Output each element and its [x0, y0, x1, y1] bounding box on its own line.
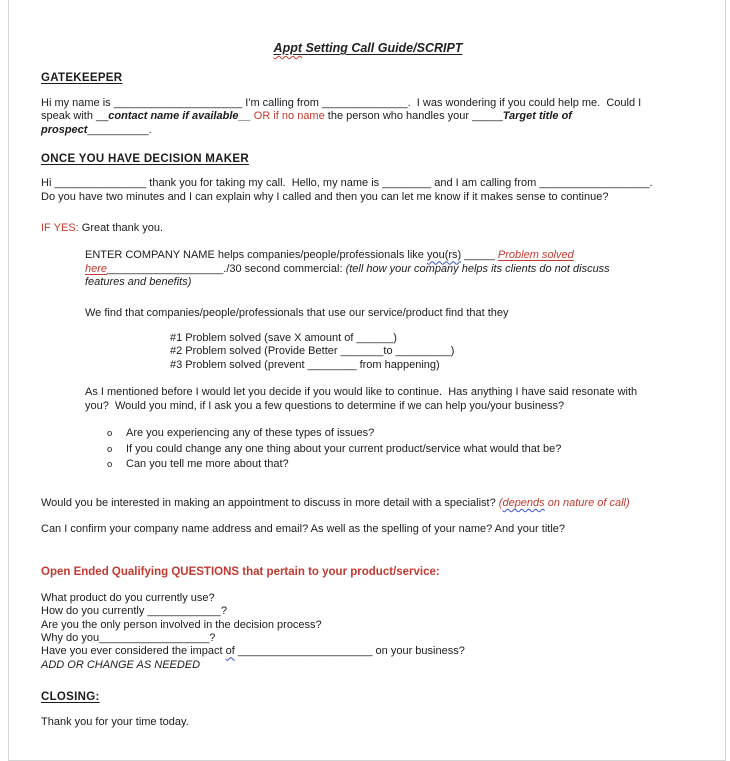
text-segment: _______________: [54, 177, 147, 190]
text-segment: Do you have two minutes and I can explain why I called and then you can let me know if it makes sense to continue?: [41, 190, 609, 203]
text-segment: ___________________: [107, 262, 224, 275]
as-mentioned-line-2: [85, 400, 695, 413]
appointment-line: [41, 497, 695, 510]
text-segment: Would you be interested in making an appointment to discuss in more detail with a specialist?: [41, 496, 499, 509]
text-segment: ENTER COMPANY NAME helps companies/people/professionals like: [85, 249, 427, 262]
text-segment: ): [450, 345, 455, 358]
text-segment: _____: [472, 110, 503, 123]
text-segment-bi: contact name if available: [108, 110, 239, 123]
problem-solved-item-3: [170, 359, 695, 372]
qualifying-question-4: [41, 632, 695, 645]
text-segment: ): [393, 332, 397, 345]
question-bullet-list: [41, 426, 695, 473]
decision-maker-line-2: [41, 191, 695, 204]
list-item: [107, 457, 695, 473]
text-segment: __________________: [539, 177, 650, 190]
text-segment-redwavy: depends: [502, 496, 545, 509]
qualifying-question-1: What product do you currently use?: [41, 591, 215, 604]
add-or-change-note: ADD OR CHANGE AS NEEDED: [41, 658, 201, 671]
text-segment: you? Would you mind, if I ask you a few questions to determine if we can help you/your business?: [85, 399, 565, 412]
gatekeeper-line-3: [41, 124, 695, 137]
bullet-marker-icon: o: [107, 443, 113, 455]
text-segment: We find that companies/people/professionals that use our service/product find that they: [85, 306, 509, 319]
bullet-text: Can you tell me more about that?: [126, 458, 289, 471]
company-pitch-line-3: [85, 276, 695, 289]
document-title-rest: Setting Call Guide/SCRIPT: [302, 41, 463, 55]
text-segment: to: [383, 345, 396, 358]
text-segment: ____________: [147, 605, 221, 618]
text-segment: #1 Problem solved (save X amount of: [170, 332, 357, 345]
text-segment: thank you for taking my call. Hello, my name is: [146, 177, 383, 190]
text-segment: ?: [209, 631, 216, 644]
text-segment: #3 Problem solved (prevent: [170, 358, 308, 371]
text-segment: As I mentioned before I would let you decide if you would like to continue. Has anything I have said resonate with: [85, 386, 638, 399]
decision-maker-line-1: [41, 177, 695, 190]
as-mentioned-paragraph: [85, 386, 695, 413]
text-segment: __________: [87, 123, 149, 136]
text-segment-wavy: you(rs): [426, 249, 462, 262]
text-segment: ?: [220, 605, 227, 618]
company-pitch-line-1: [85, 249, 695, 262]
text-segment-red: IF YES:: [41, 222, 79, 235]
text-segment: _______: [340, 345, 384, 358]
text-segment-wavy: of: [225, 645, 235, 658]
text-segment-redi: (: [498, 496, 503, 509]
text-segment: How do you currently: [41, 605, 148, 618]
section-heading-open-ended-questions: Open Ended Qualifying QUESTIONS that pertain to your product/service:: [41, 565, 440, 578]
text-segment: I'm calling from: [242, 97, 322, 109]
qualifying-question-3: Are you the only person involved in the decision process?: [41, 618, 322, 631]
text-segment: _____: [464, 249, 495, 262]
company-pitch-line-2: [85, 263, 695, 276]
text-segment-i: (tell how your company helps its clients do not discuss: [345, 262, 610, 275]
problem-solved-item-1: [170, 332, 695, 345]
qualifying-question-2: [41, 605, 695, 618]
text-segment: ______________________: [237, 645, 373, 658]
text-segment-i: features and benefits): [85, 276, 192, 289]
text-segment-bi: __: [238, 110, 254, 123]
text-segment: . I was wondering if you could help me. Could I: [407, 97, 642, 109]
text-segment: #2 Problem solved (Provide Better: [170, 345, 341, 358]
section-heading-closing: CLOSING:: [41, 691, 100, 704]
text-segment-redu: Problem solved: [497, 249, 574, 262]
qualifying-questions-block: [41, 592, 695, 672]
bullet-text: Are you experiencing any of these types of issues?: [126, 427, 375, 440]
list-item: [107, 426, 695, 442]
text-segment-redu: here: [85, 262, 108, 275]
text-segment: ________: [307, 358, 357, 371]
gatekeeper-line-2: [41, 110, 695, 123]
text-segment-redi: on nature of call): [544, 496, 630, 509]
text-segment: _________: [395, 345, 451, 358]
document-title: [41, 41, 695, 56]
text-segment-bi: prospect: [41, 123, 88, 136]
text-segment: and I am calling from: [431, 177, 540, 190]
text-segment: .: [649, 177, 653, 190]
text-segment: Hi my name is: [41, 97, 114, 109]
text-segment: Great thank you.: [78, 222, 164, 235]
problem-solved-item-2: [170, 345, 695, 358]
document-page: [8, 0, 726, 761]
text-segment: Have you ever considered the impact: [41, 645, 226, 658]
text-segment-red: OR if no name: [253, 110, 325, 123]
list-item: [107, 442, 695, 458]
text-segment: ______: [356, 332, 394, 345]
text-segment: Why do you: [41, 631, 100, 644]
bullet-text: If you could change any one thing about your current product/service what would that be?: [126, 442, 562, 455]
we-find-line: [85, 307, 695, 320]
text-segment: _____________________: [113, 97, 243, 109]
text-segment: ./30 second commercial:: [223, 262, 346, 275]
text-segment: speak with: [41, 110, 97, 123]
gatekeeper-line-1: [41, 97, 695, 110]
text-segment: Hi: [41, 177, 55, 190]
text-segment: .: [148, 123, 152, 136]
text-segment: ______________: [321, 97, 408, 109]
as-mentioned-line-1: [85, 386, 695, 399]
bullet-marker-icon: o: [107, 459, 113, 471]
text-segment-bi: Target title of: [502, 110, 572, 123]
section-heading-gatekeeper: GATEKEEPER: [41, 72, 123, 84]
text-segment: the person who handles your: [324, 110, 473, 123]
closing-thanks-line: Thank you for your time today.: [41, 716, 189, 729]
text-segment: __: [96, 110, 109, 123]
text-segment: ________: [382, 177, 432, 190]
company-pitch-paragraph: [85, 249, 695, 289]
bullet-marker-icon: o: [107, 428, 113, 440]
text-segment: on your business?: [372, 645, 465, 658]
section-heading-decision-maker: ONCE YOU HAVE DECISION MAKER: [41, 153, 249, 166]
gatekeeper-paragraph: [41, 97, 695, 137]
text-segment: __________________: [99, 631, 210, 644]
text-segment: from happening): [356, 358, 440, 371]
qualifying-question-5: [41, 645, 695, 658]
confirm-details-line: Can I confirm your company name address and email? As well as the spelling of your name? And your title?: [41, 523, 565, 536]
decision-maker-paragraph: [41, 177, 695, 204]
if-yes-line: [41, 222, 695, 235]
misspelled-word: Appt: [273, 41, 303, 55]
problem-solved-list: [170, 332, 695, 372]
